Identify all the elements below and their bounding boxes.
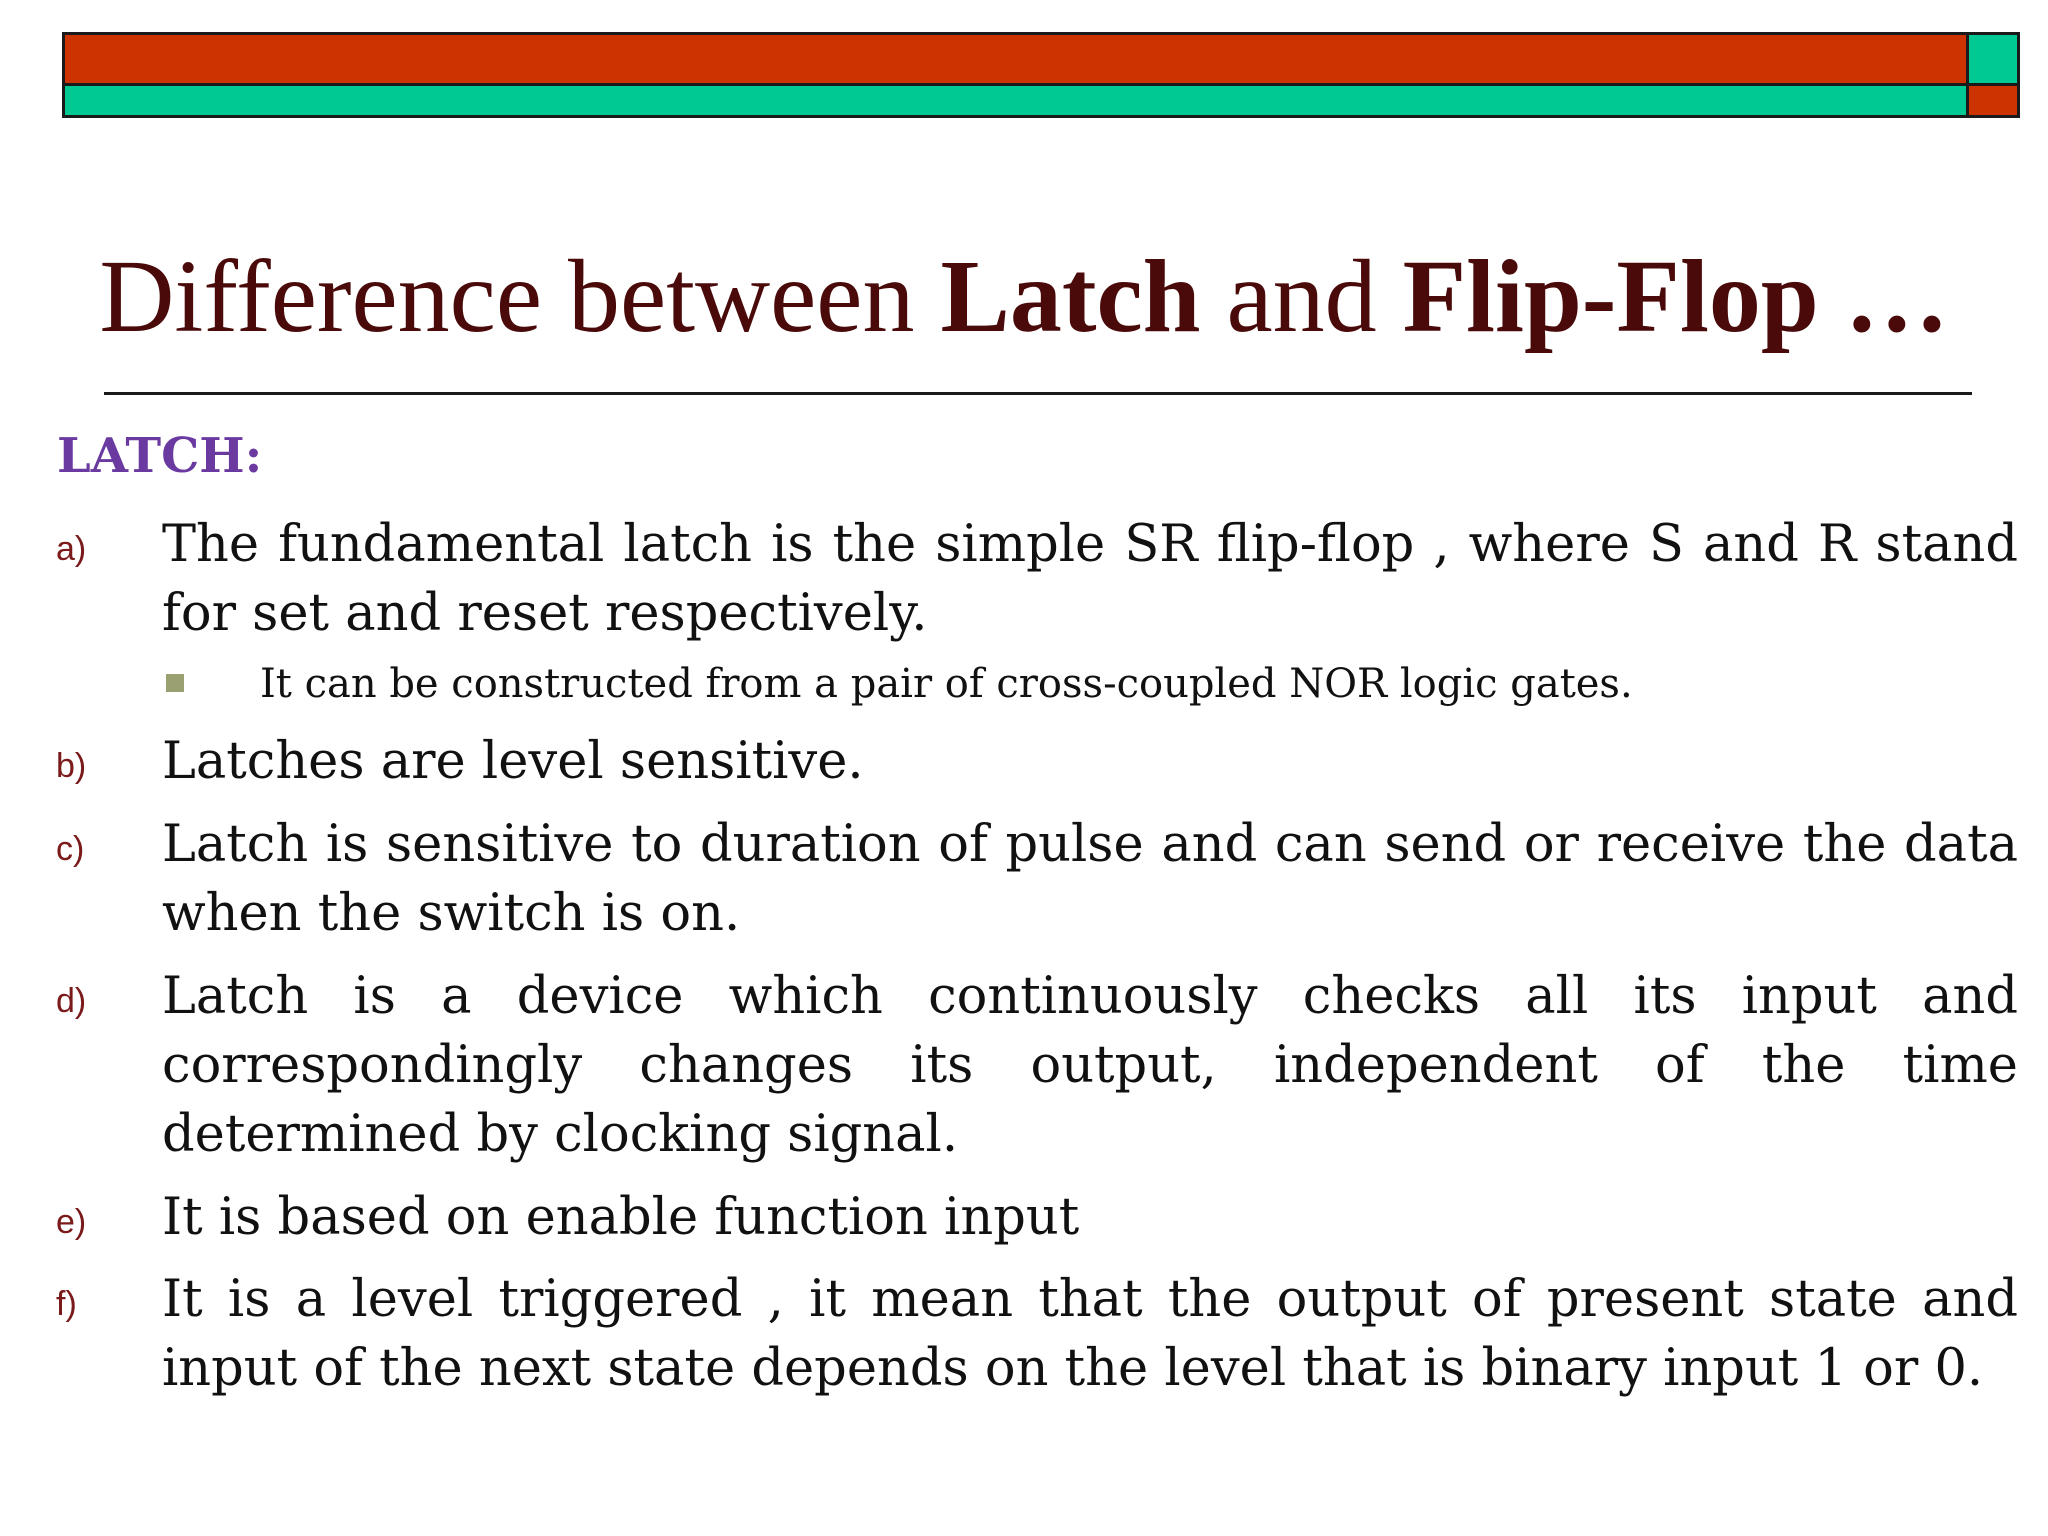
list-marker: e) xyxy=(56,1203,87,1241)
list-item-text: The fundamental latch is the simple SR flip-flop , where S and R stand for set and reset respectively. xyxy=(162,515,2018,643)
title-ellipsis: … xyxy=(1818,239,1949,354)
list-item-text: Latch is sensitive to duration of pulse and can send or receive the data when the switch is on. xyxy=(162,815,2018,943)
title-flip-flop: Flip-Flop xyxy=(1402,239,1819,354)
sub-list-item-text: It can be constructed from a pair of cross-coupled NOR logic gates. xyxy=(260,661,1633,707)
header-corner-green xyxy=(1966,32,2020,86)
list-marker: c) xyxy=(56,830,85,868)
title-part-3: and xyxy=(1200,239,1403,354)
list-item-text: It is a level triggered , it mean that the output of present state and input of the next state depends on the level that is binary input 1 or 0. xyxy=(162,1270,2018,1398)
list-marker: d) xyxy=(56,982,87,1020)
list-marker: f) xyxy=(56,1285,77,1323)
header-corner-red xyxy=(1966,83,2020,118)
header-bar-green xyxy=(62,83,1972,118)
slide-title xyxy=(0,240,2048,354)
list-item-text: It is based on enable function input xyxy=(162,1188,1080,1247)
list-marker: b) xyxy=(56,747,87,785)
title-part-1: Difference between xyxy=(99,239,941,354)
list-item-text: Latches are level sensitive. xyxy=(162,732,864,791)
title-latch: Latch xyxy=(940,239,1201,354)
title-divider xyxy=(104,392,1972,395)
square-bullet-icon xyxy=(166,674,184,692)
list-marker: a) xyxy=(56,530,87,568)
section-heading: LATCH: xyxy=(57,428,263,484)
list-item-text: Latch is a device which continuously checks all its input and correspondingly changes its output, independent of the time determined by clocking signal. xyxy=(162,967,2018,1164)
header-bar-red xyxy=(62,32,1972,86)
